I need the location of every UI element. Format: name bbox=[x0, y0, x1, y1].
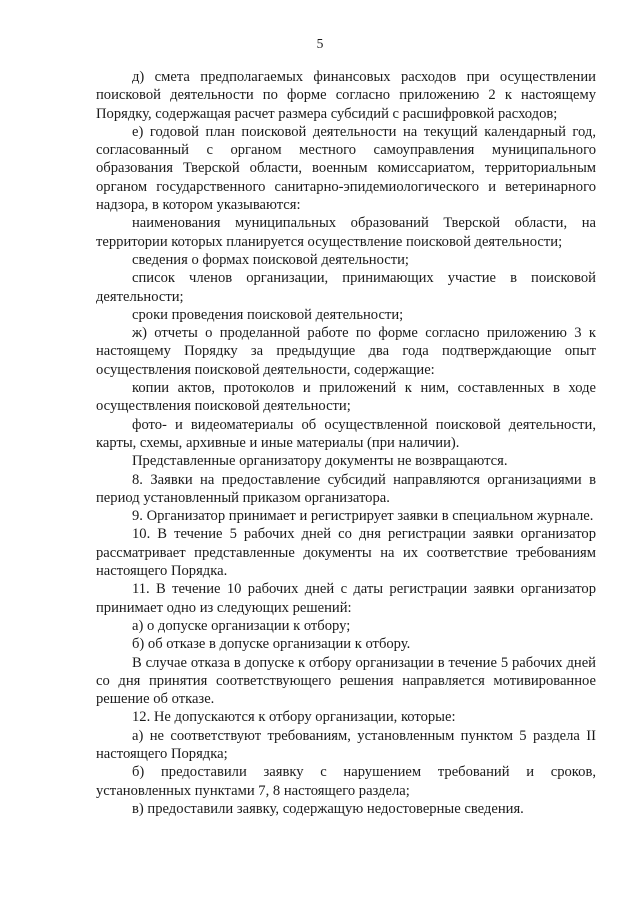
paragraph: Представленные организатору документы не возвращаются. bbox=[132, 453, 508, 470]
paragraph: б) предоставили заявку с нарушением требований и сроков, установленных пунктами 7, 8 настоящего раздела; bbox=[96, 764, 596, 799]
paragraph: сроки проведения поисковой деятельности; bbox=[132, 306, 404, 323]
paragraph: фото- и видеоматериалы об осуществленной поисковой деятельности, карты, схемы, архивные и иные материалы (при наличии). bbox=[96, 416, 596, 451]
paragraph: 8. Заявки на предоставление субсидий направляются организациями в период установленный приказом организатора. bbox=[96, 471, 596, 506]
paragraph: ж) отчеты о проделанной работе по форме согласно приложению 3 к настоящему Порядку за предыдущие два года подтверждающие опыт осуществления поисковой деятельности, содержащие: bbox=[96, 325, 596, 378]
paragraph: копии актов, протоколов и приложений к ним, составленных в ходе осуществления поисковой деятельности; bbox=[96, 380, 596, 415]
paragraph: д) смета предполагаемых финансовых расходов при осуществлении поисковой деятельности по форме согласно приложению 2 к настоящему Порядку, содержащая расчет размера субсидий с расшифровкой расходов; bbox=[96, 69, 596, 122]
document-body bbox=[96, 68, 596, 818]
paragraph: список членов организации, принимающих участие в поисковой деятельности; bbox=[96, 270, 596, 305]
paragraph: 12. Не допускаются к отбору организации, которые: bbox=[132, 709, 456, 726]
paragraph: в) предоставили заявку, содержащую недостоверные сведения. bbox=[132, 800, 524, 817]
page-number: 5 bbox=[316, 36, 324, 51]
paragraph: а) не соответствуют требованиям, установленным пунктом 5 раздела II настоящего Порядка; bbox=[96, 727, 596, 762]
paragraph: а) о допуске организации к отбору; bbox=[132, 617, 351, 634]
paragraph: 9. Организатор принимает и регистрирует заявки в специальном журнале. bbox=[132, 508, 594, 525]
paragraph: 10. В течение 5 рабочих дней со дня регистрации заявки организатор рассматривает представленные документы на их соответствие требованиям настоящего Порядка. bbox=[96, 526, 596, 580]
paragraph: В случае отказа в допуске к отбору организации в течение 5 рабочих дней со дня принятия соответствующего решения направляется мотивированное решение об отказе. bbox=[96, 654, 596, 708]
paragraph: 11. В течение 10 рабочих дней с даты регистрации заявки организатор принимает одно из следующих решений: bbox=[96, 581, 596, 616]
paragraph: б) об отказе в допуске организации к отбору. bbox=[132, 636, 411, 653]
paragraph: наименования муниципальных образований Тверской области, на территории которых планируется осуществление поисковой деятельности; bbox=[96, 215, 596, 250]
paragraph: е) годовой план поисковой деятельности на текущий календарный год, согласованный с органом местного самоуправления муниципального образования Тверской области, военным комиссариатом, территориальным органом государственного санитарно-эпидемиологического и ветеринарного надзора, в котором указываются: bbox=[96, 123, 596, 214]
paragraph: сведения о формах поисковой деятельности; bbox=[132, 251, 409, 268]
